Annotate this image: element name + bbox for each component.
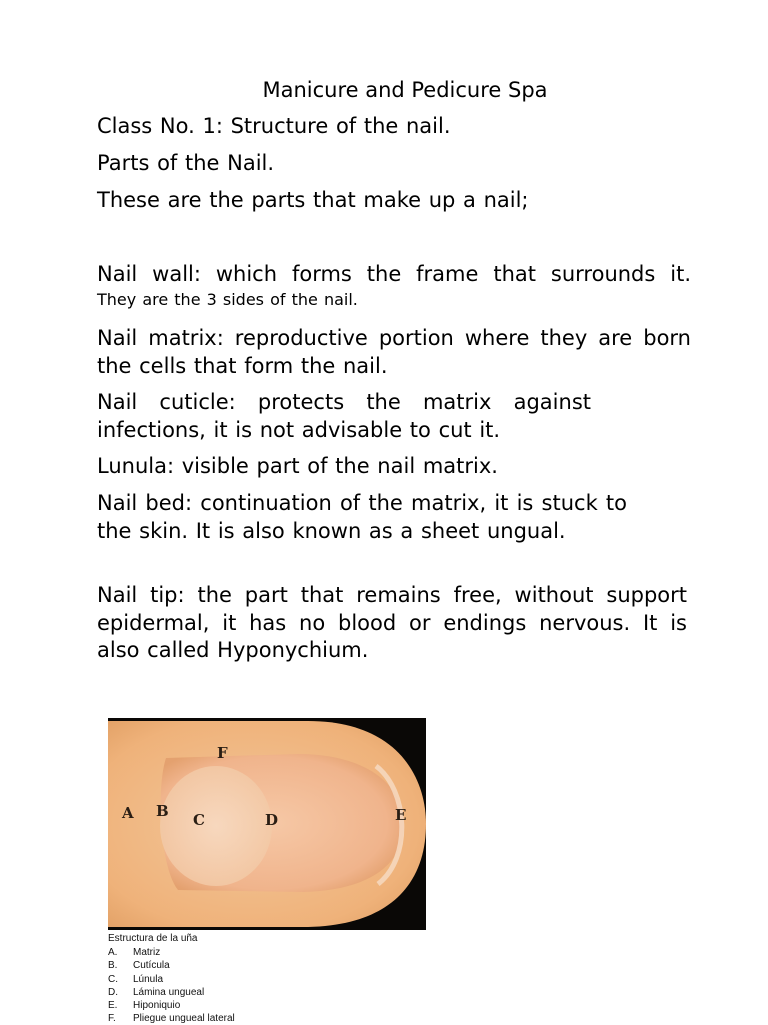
intro-text: These are the parts that make up a nail; xyxy=(97,188,529,212)
legend-title: Estructura de la uña xyxy=(108,933,198,944)
document-title: Manicure and Pedicure Spa xyxy=(262,78,548,102)
nail-cuticle-paragraph: Nail cuticle: protects the matrix against infections, it is not advisable to cut it. xyxy=(97,390,591,442)
class-line: Class No. 1: Structure of the nail. xyxy=(97,114,451,138)
legend-item xyxy=(108,999,198,1012)
legend-item xyxy=(108,946,198,959)
nail-bed-paragraph: Nail bed: continuation of the matrix, it is stuck to the skin. It is also known as a sheet ungual. xyxy=(97,491,627,543)
nail-tip-paragraph: Nail tip: the part that remains free, without support epidermal, it has no blood or endings nervous. It is also called Hyponychium. xyxy=(97,583,687,662)
legend-letter: C. xyxy=(108,973,118,985)
label-b: B xyxy=(156,802,169,820)
label-a: A xyxy=(122,804,134,822)
legend-letter: D. xyxy=(108,986,118,998)
legend-item xyxy=(108,973,198,986)
legend-text: Hiponiquio xyxy=(133,999,181,1011)
label-e: E xyxy=(395,806,407,824)
figure-legend xyxy=(108,932,235,1025)
legend-letter: E. xyxy=(108,999,118,1011)
nail-wall-note: They are the 3 sides of the nail. xyxy=(97,290,358,309)
legend-text: Cutícula xyxy=(133,960,170,972)
label-d: D xyxy=(265,811,279,829)
label-f: F xyxy=(217,744,228,762)
label-c: C xyxy=(193,811,205,829)
legend-text: Matriz xyxy=(133,947,161,959)
legend-item xyxy=(108,1012,235,1025)
parts-heading: Parts of the Nail. xyxy=(97,151,275,175)
lunula-shape xyxy=(160,766,272,886)
legend-item xyxy=(108,986,205,999)
nail-wall-paragraph: Nail wall: which forms the frame that surrounds it. xyxy=(97,262,691,286)
legend-text: Lúnula xyxy=(133,973,164,985)
legend-letter: F. xyxy=(108,1013,116,1025)
lunula-paragraph: Lunula: visible part of the nail matrix. xyxy=(97,454,498,478)
legend-item xyxy=(108,959,198,972)
nail-matrix-paragraph: Nail matrix: reproductive portion where they are born the cells that form the nail. xyxy=(97,326,691,378)
legend-text: Pliegue ungueal lateral xyxy=(133,1013,235,1025)
legend-letter: A. xyxy=(108,947,118,959)
legend-letter: B. xyxy=(108,960,118,972)
legend-text: Lámina ungueal xyxy=(133,986,205,998)
nail-structure-image xyxy=(108,718,426,930)
